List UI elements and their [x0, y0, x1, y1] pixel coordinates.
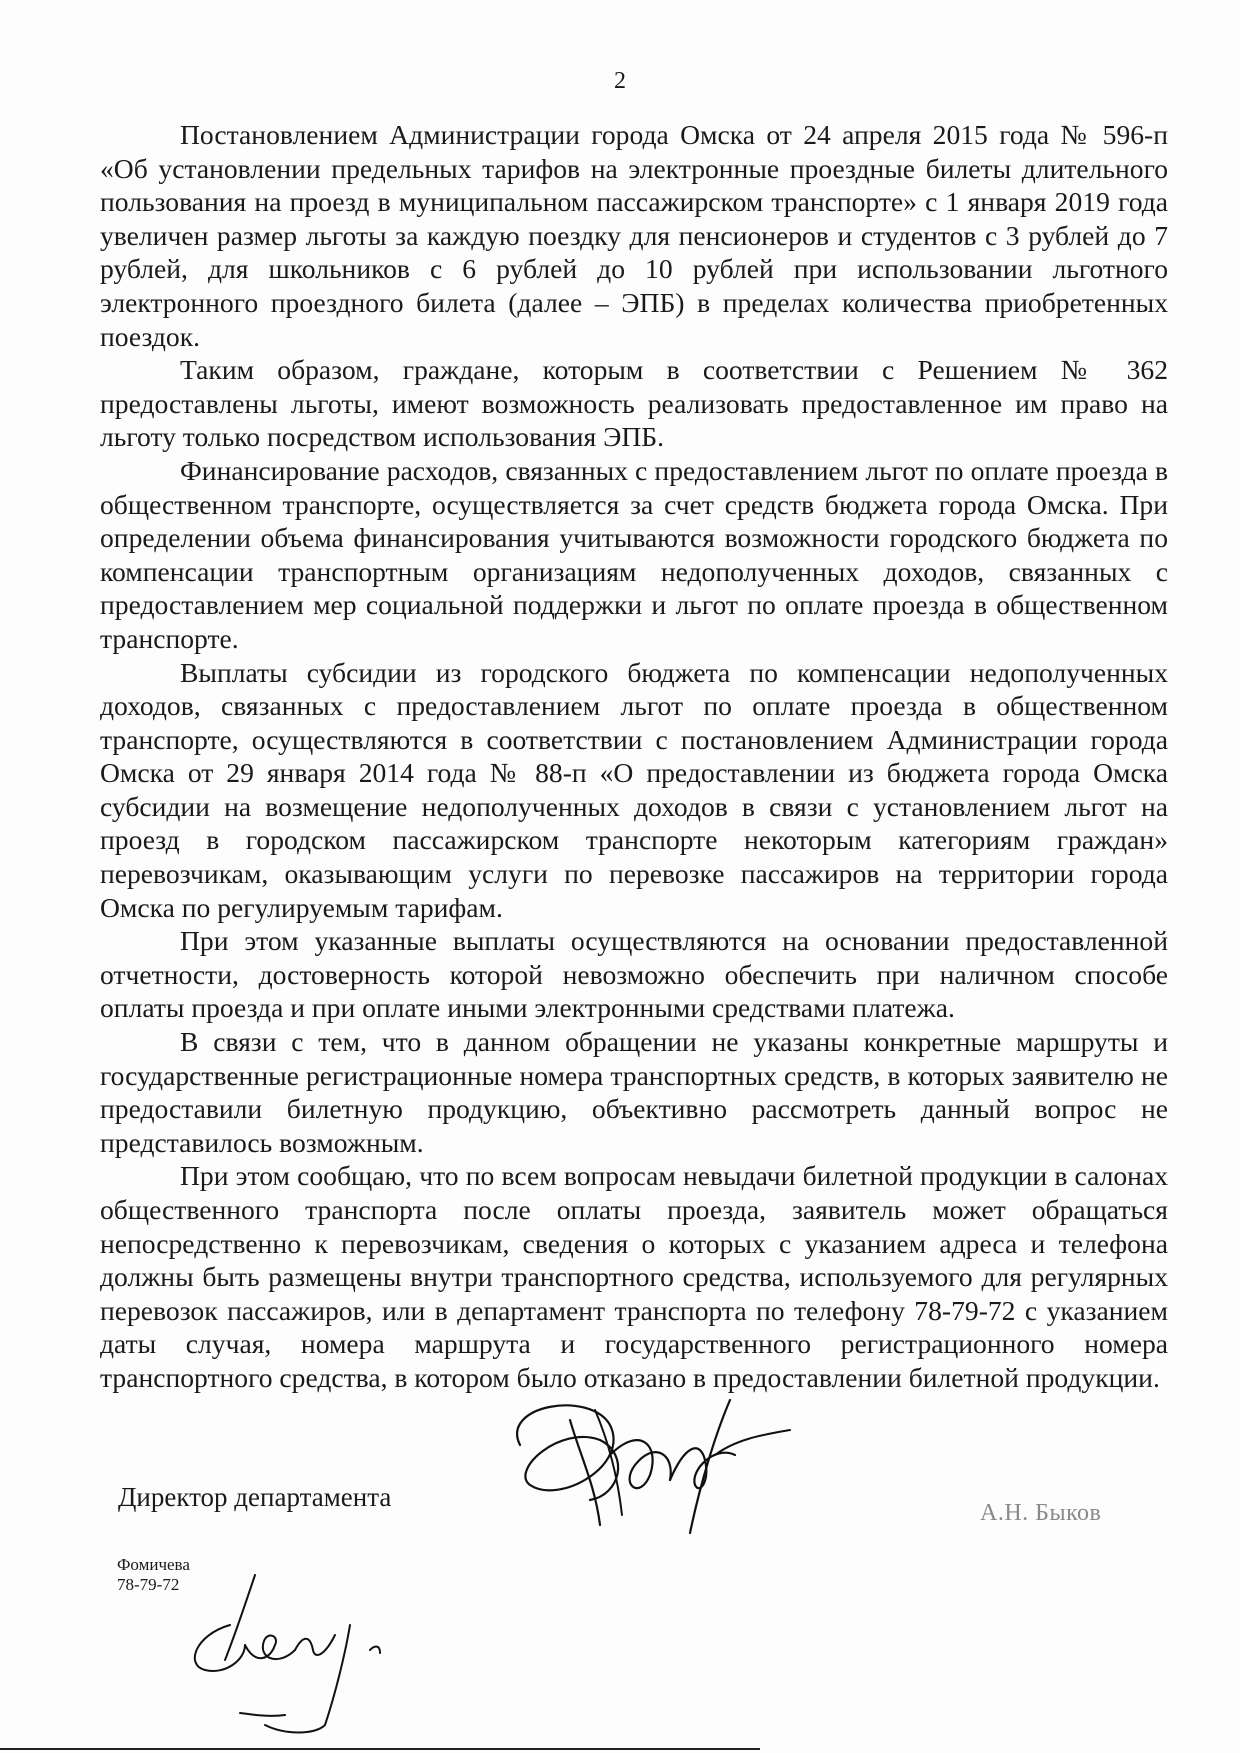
paragraph-tariff-decree: Постановлением Администрации города Омска от 24 апреля 2015 года № 596-п «Об установлении предельных тарифов на электронные проездные билеты длительного пользования на проезд в муниципальном пассажирском транспорте» с 1 января 2019 года увеличен размер льготы за каждую поездку для пенсионеров и студентов с 3 рублей до 7 рублей, для школьников с 6 рублей до 10 рублей при использовании льготного электронного проездного билета (далее – ЭПБ) в пределах количества приобретенных поездок. [100, 119, 1168, 352]
paragraph-subsidy-payments: Выплаты субсидии из городского бюджета по компенсации недополученных доходов, связанных с предоставлением льгот по оплате проезда в общественном транспорте, осуществляются в соответствии с постановлением Администрации города Омска от 29 января 2014 года № 88-п «О предоставлении из бюджета города Омска субсидии на возмещение недополученных доходов в связи с установлением льгот на проезд в городском пассажирском транспорте некоторым категориям граждан» перевозчикам, оказывающим услуги по перевозке пассажиров на территории города Омска по регулируемым тарифам. [100, 656, 1168, 923]
page-number: 2 [614, 68, 626, 94]
paragraph-reporting: При этом указанные выплаты осуществляются на основании предоставленной отчетности, достоверность которой невозможно обеспечить при наличном способе оплаты проезда и при оплате иными электронными средствами платежа. [100, 925, 1168, 1024]
executor-name: Фомичева [117, 1555, 190, 1574]
executor-phone: 78-79-72 [117, 1575, 180, 1594]
paragraph-contact-instructions: При этом сообщаю, что по всем вопросам невыдачи билетной продукции в салонах общественного транспорта после оплаты проезда, заявитель может обращаться непосредственно к перевозчикам, сведения о которых с указанием адреса и телефона должны быть размещены внутри транспортного средства, используемого для регулярных перевозок пассажиров, или в департамент транспорта по телефону 78-79-72 с указанием даты случая, номера маршрута и государственного регистрационного номера транспортного средства, в котором было отказано в предоставлении билетной продукции. [100, 1160, 1168, 1393]
signer-name: А.Н. Быков [980, 1500, 1102, 1526]
signer-position: Директор департамента [118, 1482, 392, 1512]
paragraph-financing: Финансирование расходов, связанных с предоставлением льгот по оплате проезда в общественном транспорте, осуществляется за счет средств бюджета города Омска. При определении объема финансирования учитываются возможности городского бюджета по компенсации транспортным организациям недополученных доходов, связанных с предоставлением мер социальной поддержки и льгот по оплате проезда в общественном транспорте. [100, 454, 1168, 654]
handwritten-signature [500, 1385, 800, 1535]
paragraph-insufficient-data: В связи с тем, что в данном обращении не указаны конкретные маршруты и государственные регистрационные номера транспортных средств, в которых заявителю не предоставили билетную продукцию, объективно рассмотреть данный вопрос не представилось возможным. [100, 1026, 1168, 1158]
executor-info [117, 1555, 190, 1595]
handwritten-initials [185, 1565, 425, 1740]
paragraph-benefit-usage: Таким образом, граждане, которым в соответствии с Решением № 362 предоставлены льготы, имеют возможность реализовать предоставленное им право на льготу только посредством использования ЭПБ. [100, 354, 1168, 453]
page-bottom-rule [0, 1748, 760, 1750]
letter-body [100, 118, 1168, 1395]
